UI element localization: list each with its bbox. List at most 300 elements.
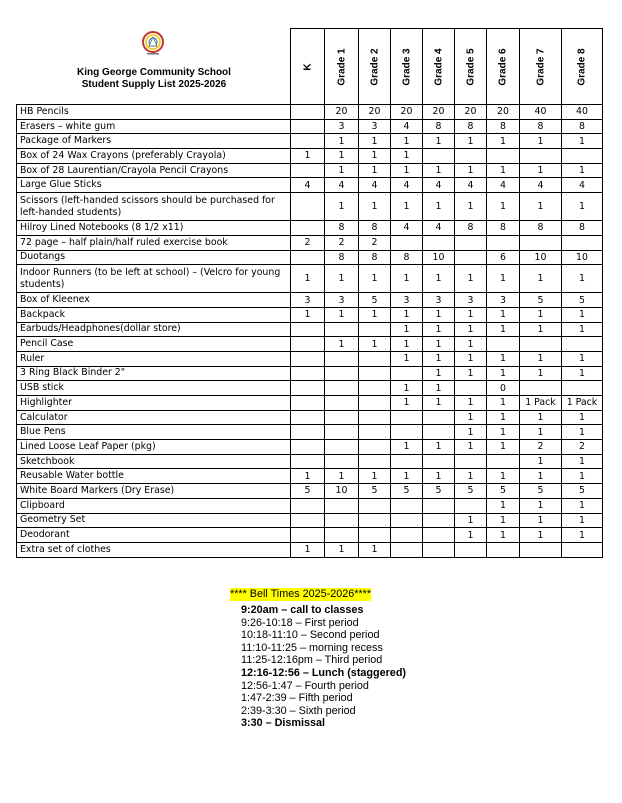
supply-quantity: 1 bbox=[562, 265, 603, 293]
bell-time-entry: 11:10-11:25 – morning recess bbox=[241, 641, 383, 654]
supply-quantity: 1 bbox=[455, 469, 487, 484]
supply-quantity: 1 bbox=[520, 193, 562, 221]
supply-quantity: 1 bbox=[291, 307, 325, 322]
supply-item-name: Erasers – white gum bbox=[17, 119, 291, 134]
supply-quantity: 1 bbox=[423, 366, 455, 381]
supply-item-name: Highlighter bbox=[17, 396, 291, 411]
supply-quantity: 3 bbox=[325, 293, 359, 308]
supply-quantity bbox=[359, 381, 391, 396]
supply-quantity bbox=[291, 193, 325, 221]
table-row bbox=[17, 454, 603, 469]
supply-quantity bbox=[562, 381, 603, 396]
supply-quantity: 1 bbox=[520, 307, 562, 322]
supply-quantity: 1 bbox=[455, 322, 487, 337]
supply-quantity: 2 bbox=[359, 235, 391, 250]
supply-quantity: 20 bbox=[325, 105, 359, 120]
header-corner bbox=[17, 29, 291, 105]
supply-quantity bbox=[291, 322, 325, 337]
supply-quantity: 4 bbox=[423, 178, 455, 193]
supply-quantity bbox=[487, 454, 520, 469]
supply-quantity: 1 bbox=[562, 307, 603, 322]
supply-quantity: 1 bbox=[423, 351, 455, 366]
supply-quantity: 1 bbox=[487, 307, 520, 322]
supply-quantity: 1 bbox=[391, 193, 423, 221]
supply-quantity: 1 bbox=[487, 265, 520, 293]
supply-quantity: 1 bbox=[487, 440, 520, 455]
supply-quantity bbox=[291, 440, 325, 455]
supply-quantity: 5 bbox=[291, 484, 325, 499]
supply-quantity: 20 bbox=[455, 105, 487, 120]
supply-quantity bbox=[520, 337, 562, 352]
supply-quantity: 1 bbox=[423, 337, 455, 352]
supply-item-name: Duotangs bbox=[17, 250, 291, 265]
supply-quantity: 1 bbox=[359, 193, 391, 221]
supply-quantity: 1 bbox=[455, 396, 487, 411]
bell-time-entry: 11:25-12:16pm – Third period bbox=[241, 654, 383, 667]
school-name: King George Community School bbox=[77, 67, 231, 78]
grade-label: Grade 6 bbox=[497, 48, 509, 86]
supply-item-name: Blue Pens bbox=[17, 425, 291, 440]
supply-quantity: 4 bbox=[291, 178, 325, 193]
supply-quantity: 1 bbox=[487, 513, 520, 528]
grade-header bbox=[325, 29, 359, 105]
table-row bbox=[17, 307, 603, 322]
supply-quantity: 1 bbox=[359, 307, 391, 322]
supply-quantity: 8 bbox=[325, 250, 359, 265]
supply-quantity: 1 bbox=[520, 134, 562, 149]
supply-item-name: 72 page – half plain/half ruled exercise book bbox=[17, 235, 291, 250]
table-row bbox=[17, 293, 603, 308]
supply-quantity: 1 bbox=[455, 528, 487, 543]
supply-quantity: 1 bbox=[391, 396, 423, 411]
supply-quantity: 10 bbox=[423, 250, 455, 265]
grade-label: Grade 8 bbox=[576, 48, 588, 86]
supply-quantity: 5 bbox=[487, 484, 520, 499]
table-row bbox=[17, 105, 603, 120]
supply-quantity bbox=[325, 396, 359, 411]
supply-quantity: 1 bbox=[359, 469, 391, 484]
supply-quantity: 8 bbox=[455, 119, 487, 134]
supply-quantity bbox=[359, 410, 391, 425]
supply-quantity bbox=[562, 337, 603, 352]
supply-quantity bbox=[325, 410, 359, 425]
supply-item-name: Box of 24 Wax Crayons (preferably Crayola) bbox=[17, 149, 291, 164]
supply-item-name: Large Glue Sticks bbox=[17, 178, 291, 193]
supply-quantity bbox=[291, 410, 325, 425]
supply-quantity: 1 bbox=[487, 410, 520, 425]
supply-quantity: 8 bbox=[562, 221, 603, 236]
supply-quantity: 1 bbox=[423, 469, 455, 484]
supply-quantity bbox=[423, 149, 455, 164]
supply-item-name: Lined Loose Leaf Paper (pkg) bbox=[17, 440, 291, 455]
supply-quantity bbox=[391, 498, 423, 513]
supply-quantity bbox=[359, 425, 391, 440]
supply-quantity: 40 bbox=[520, 105, 562, 120]
supply-quantity: 1 bbox=[455, 425, 487, 440]
supply-quantity: 4 bbox=[391, 178, 423, 193]
supply-quantity: 1 bbox=[455, 366, 487, 381]
table-row bbox=[17, 134, 603, 149]
table-row bbox=[17, 498, 603, 513]
supply-quantity: 2 bbox=[520, 440, 562, 455]
supply-quantity: 1 bbox=[423, 322, 455, 337]
supply-quantity bbox=[325, 322, 359, 337]
supply-quantity: 8 bbox=[487, 221, 520, 236]
supply-quantity: 40 bbox=[562, 105, 603, 120]
supply-quantity bbox=[562, 149, 603, 164]
table-row bbox=[17, 163, 603, 178]
table-row bbox=[17, 119, 603, 134]
supply-quantity bbox=[391, 425, 423, 440]
supply-body bbox=[17, 105, 603, 558]
supply-quantity bbox=[455, 149, 487, 164]
supply-quantity: 1 bbox=[520, 163, 562, 178]
supply-quantity: 1 bbox=[562, 134, 603, 149]
supply-quantity bbox=[423, 235, 455, 250]
supply-quantity: 8 bbox=[325, 221, 359, 236]
supply-quantity: 8 bbox=[423, 119, 455, 134]
supply-quantity bbox=[391, 528, 423, 543]
supply-quantity: 1 bbox=[455, 307, 487, 322]
supply-quantity: 3 bbox=[325, 119, 359, 134]
supply-item-name: USB stick bbox=[17, 381, 291, 396]
supply-item-name: Sketchbook bbox=[17, 454, 291, 469]
supply-quantity: 1 bbox=[487, 396, 520, 411]
supply-quantity: 1 bbox=[391, 134, 423, 149]
supply-quantity: 1 bbox=[325, 307, 359, 322]
supply-quantity: 1 bbox=[325, 469, 359, 484]
grade-header bbox=[359, 29, 391, 105]
supply-quantity: 3 bbox=[487, 293, 520, 308]
supply-item-name: Scissors (left-handed scissors should be purchased for left-handed students) bbox=[17, 193, 291, 221]
bell-times-list bbox=[241, 604, 406, 730]
supply-quantity: 20 bbox=[391, 105, 423, 120]
supply-quantity bbox=[359, 528, 391, 543]
supply-quantity: 5 bbox=[359, 484, 391, 499]
supply-quantity: 4 bbox=[520, 178, 562, 193]
supply-item-name: Pencil Case bbox=[17, 337, 291, 352]
supply-quantity: 5 bbox=[562, 484, 603, 499]
supply-quantity: 1 bbox=[325, 337, 359, 352]
supply-quantity: 1 bbox=[520, 366, 562, 381]
supply-quantity: 1 bbox=[520, 469, 562, 484]
supply-item-name: HB Pencils bbox=[17, 105, 291, 120]
supply-quantity: 1 bbox=[487, 498, 520, 513]
supply-quantity bbox=[325, 351, 359, 366]
table-row bbox=[17, 381, 603, 396]
table-row bbox=[17, 337, 603, 352]
supply-quantity bbox=[291, 381, 325, 396]
supply-quantity: 8 bbox=[455, 221, 487, 236]
grade-header-row bbox=[17, 29, 603, 105]
supply-quantity: 1 bbox=[391, 149, 423, 164]
supply-quantity: 1 bbox=[520, 528, 562, 543]
supply-item-name: Deodorant bbox=[17, 528, 291, 543]
supply-quantity bbox=[359, 454, 391, 469]
supply-quantity: 5 bbox=[520, 484, 562, 499]
supply-quantity bbox=[291, 163, 325, 178]
supply-quantity bbox=[359, 366, 391, 381]
supply-item-name: Ruler bbox=[17, 351, 291, 366]
supply-item-name: Box of 28 Laurentian/Crayola Pencil Crayons bbox=[17, 163, 291, 178]
supply-quantity: 1 bbox=[325, 542, 359, 557]
grade-header bbox=[487, 29, 520, 105]
supply-quantity: 1 bbox=[391, 322, 423, 337]
bell-time-entry: 10:18-11:10 – Second period bbox=[241, 629, 380, 642]
supply-quantity bbox=[520, 235, 562, 250]
bell-times-title: **** Bell Times 2025-2026**** bbox=[230, 588, 372, 600]
bell-time-entry: 9:20am – call to classes bbox=[241, 604, 364, 616]
supply-quantity: 4 bbox=[359, 178, 391, 193]
supply-quantity bbox=[325, 498, 359, 513]
supply-quantity bbox=[291, 396, 325, 411]
supply-quantity: 1 bbox=[562, 163, 603, 178]
supply-quantity: 0 bbox=[487, 381, 520, 396]
supply-quantity: 4 bbox=[325, 178, 359, 193]
supply-quantity: 1 bbox=[325, 163, 359, 178]
grade-header bbox=[391, 29, 423, 105]
supply-quantity: 1 bbox=[562, 454, 603, 469]
supply-quantity: 1 bbox=[562, 425, 603, 440]
supply-quantity: 1 bbox=[487, 134, 520, 149]
table-row bbox=[17, 469, 603, 484]
supply-quantity: 10 bbox=[562, 250, 603, 265]
supply-quantity bbox=[487, 235, 520, 250]
supply-quantity bbox=[391, 235, 423, 250]
supply-quantity bbox=[291, 528, 325, 543]
table-row bbox=[17, 396, 603, 411]
supply-quantity: 1 Pack bbox=[562, 396, 603, 411]
supply-quantity: 20 bbox=[423, 105, 455, 120]
supply-quantity bbox=[391, 542, 423, 557]
supply-quantity: 1 bbox=[487, 528, 520, 543]
grade-label: K bbox=[302, 63, 313, 71]
supply-quantity: 1 bbox=[487, 469, 520, 484]
supply-quantity: 1 bbox=[455, 134, 487, 149]
supply-quantity: 4 bbox=[423, 221, 455, 236]
supply-quantity: 8 bbox=[520, 221, 562, 236]
supply-quantity: 4 bbox=[455, 178, 487, 193]
supply-quantity: 1 bbox=[391, 440, 423, 455]
supply-quantity: 1 bbox=[391, 265, 423, 293]
supply-quantity: 4 bbox=[391, 221, 423, 236]
supply-quantity: 1 bbox=[455, 265, 487, 293]
supply-quantity: 1 bbox=[562, 193, 603, 221]
supply-quantity: 1 bbox=[423, 265, 455, 293]
supply-quantity: 1 bbox=[291, 265, 325, 293]
supply-quantity: 1 bbox=[359, 337, 391, 352]
supply-quantity: 1 bbox=[391, 381, 423, 396]
supply-quantity bbox=[291, 425, 325, 440]
supply-quantity bbox=[423, 410, 455, 425]
supply-quantity: 3 bbox=[423, 293, 455, 308]
grade-label: Grade 2 bbox=[369, 48, 380, 86]
supply-quantity bbox=[391, 454, 423, 469]
supply-quantity: 1 Pack bbox=[520, 396, 562, 411]
supply-quantity: 1 bbox=[359, 542, 391, 557]
supply-quantity: 1 bbox=[325, 193, 359, 221]
supply-item-name: Indoor Runners (to be left at school) – (Velcro for young students) bbox=[17, 265, 291, 293]
supply-quantity: 1 bbox=[562, 498, 603, 513]
supply-quantity bbox=[291, 134, 325, 149]
supply-quantity bbox=[359, 513, 391, 528]
supply-quantity bbox=[562, 235, 603, 250]
supply-quantity: 1 bbox=[359, 265, 391, 293]
supply-quantity bbox=[325, 381, 359, 396]
supply-quantity: 8 bbox=[359, 221, 391, 236]
supply-quantity: 1 bbox=[487, 425, 520, 440]
supply-quantity: 1 bbox=[325, 134, 359, 149]
supply-quantity: 5 bbox=[423, 484, 455, 499]
supply-item-name: Reusable Water bottle bbox=[17, 469, 291, 484]
supply-quantity bbox=[325, 454, 359, 469]
supply-quantity: 1 bbox=[520, 513, 562, 528]
supply-quantity: 1 bbox=[423, 307, 455, 322]
supply-quantity: 1 bbox=[520, 425, 562, 440]
supply-quantity: 3 bbox=[391, 293, 423, 308]
supply-quantity: 1 bbox=[562, 528, 603, 543]
supply-quantity: 1 bbox=[359, 134, 391, 149]
table-row bbox=[17, 425, 603, 440]
supply-item-name: Box of Kleenex bbox=[17, 293, 291, 308]
supply-item-name: Hilroy Lined Notebooks (8 1/2 x11) bbox=[17, 221, 291, 236]
supply-quantity: 20 bbox=[487, 105, 520, 120]
supply-item-name: 3 Ring Black Binder 2" bbox=[17, 366, 291, 381]
supply-quantity bbox=[455, 381, 487, 396]
supply-quantity: 1 bbox=[520, 265, 562, 293]
supply-quantity bbox=[325, 440, 359, 455]
supply-quantity bbox=[325, 366, 359, 381]
supply-quantity: 1 bbox=[520, 454, 562, 469]
supply-quantity bbox=[291, 498, 325, 513]
supply-item-name: Extra set of clothes bbox=[17, 542, 291, 557]
supply-quantity: 1 bbox=[455, 351, 487, 366]
table-row bbox=[17, 322, 603, 337]
supply-quantity: 1 bbox=[520, 498, 562, 513]
supply-item-name: Backpack bbox=[17, 307, 291, 322]
table-row bbox=[17, 542, 603, 557]
supply-quantity: 1 bbox=[455, 193, 487, 221]
supply-quantity bbox=[520, 542, 562, 557]
supply-quantity bbox=[291, 250, 325, 265]
supply-quantity bbox=[487, 149, 520, 164]
supply-quantity: 1 bbox=[487, 322, 520, 337]
supply-quantity bbox=[455, 235, 487, 250]
supply-quantity bbox=[487, 542, 520, 557]
table-row bbox=[17, 366, 603, 381]
supply-quantity: 1 bbox=[391, 307, 423, 322]
supply-quantity: 3 bbox=[291, 293, 325, 308]
supply-quantity bbox=[520, 381, 562, 396]
bell-times bbox=[230, 588, 406, 730]
supply-quantity bbox=[423, 454, 455, 469]
supply-quantity: 1 bbox=[423, 163, 455, 178]
supply-item-name: Earbuds/Headphones(dollar store) bbox=[17, 322, 291, 337]
bell-time-entry: 12:16-12:56 – Lunch (staggered) bbox=[241, 666, 407, 679]
supply-quantity: 1 bbox=[520, 410, 562, 425]
bell-time-entry: 9:26-10:18 – First period bbox=[241, 616, 359, 629]
supply-quantity bbox=[325, 425, 359, 440]
supply-item-name: Calculator bbox=[17, 410, 291, 425]
supply-quantity: 1 bbox=[562, 410, 603, 425]
supply-quantity: 1 bbox=[391, 351, 423, 366]
table-row bbox=[17, 484, 603, 499]
supply-quantity: 5 bbox=[455, 484, 487, 499]
grade-label: Grade 4 bbox=[433, 48, 444, 86]
table-row bbox=[17, 250, 603, 265]
supply-quantity bbox=[391, 366, 423, 381]
supply-quantity: 1 bbox=[423, 440, 455, 455]
supply-quantity bbox=[325, 528, 359, 543]
supply-quantity bbox=[423, 528, 455, 543]
bell-time-entry: 2:39-3:30 – Sixth period bbox=[241, 704, 356, 717]
supply-quantity bbox=[520, 149, 562, 164]
supply-quantity: 1 bbox=[520, 351, 562, 366]
table-row bbox=[17, 265, 603, 293]
supply-item-name: Package of Markers bbox=[17, 134, 291, 149]
supply-quantity: 8 bbox=[562, 119, 603, 134]
supply-quantity bbox=[359, 396, 391, 411]
supply-quantity: 1 bbox=[291, 469, 325, 484]
supply-quantity: 1 bbox=[325, 265, 359, 293]
supply-quantity bbox=[487, 337, 520, 352]
supply-quantity bbox=[423, 498, 455, 513]
grade-label: Grade 1 bbox=[336, 48, 347, 86]
supply-quantity bbox=[455, 498, 487, 513]
supply-quantity: 1 bbox=[455, 337, 487, 352]
supply-quantity: 1 bbox=[520, 322, 562, 337]
supply-quantity bbox=[359, 351, 391, 366]
grade-header bbox=[455, 29, 487, 105]
supply-quantity bbox=[359, 440, 391, 455]
supply-quantity: 1 bbox=[562, 469, 603, 484]
supply-quantity: 1 bbox=[359, 149, 391, 164]
table-row bbox=[17, 178, 603, 193]
supply-item-name: Geometry Set bbox=[17, 513, 291, 528]
supply-item-name: White Board Markers (Dry Erase) bbox=[17, 484, 291, 499]
supply-quantity bbox=[291, 454, 325, 469]
supply-quantity: 1 bbox=[487, 163, 520, 178]
supply-quantity: 5 bbox=[391, 484, 423, 499]
supply-table bbox=[16, 28, 603, 558]
supply-quantity: 1 bbox=[455, 163, 487, 178]
supply-quantity: 10 bbox=[325, 484, 359, 499]
supply-quantity: 1 bbox=[325, 149, 359, 164]
supply-quantity: 4 bbox=[391, 119, 423, 134]
supply-quantity bbox=[391, 410, 423, 425]
supply-quantity: 1 bbox=[391, 163, 423, 178]
grade-label: Grade 5 bbox=[465, 48, 476, 86]
supply-quantity: 1 bbox=[487, 193, 520, 221]
supply-quantity: 20 bbox=[359, 105, 391, 120]
supply-quantity bbox=[455, 454, 487, 469]
supply-quantity bbox=[359, 322, 391, 337]
supply-quantity bbox=[423, 425, 455, 440]
supply-quantity: 4 bbox=[487, 178, 520, 193]
supply-item-name: Clipboard bbox=[17, 498, 291, 513]
supply-quantity: 1 bbox=[423, 396, 455, 411]
grade-header bbox=[291, 29, 325, 105]
supply-quantity: 1 bbox=[455, 440, 487, 455]
supply-quantity: 1 bbox=[487, 351, 520, 366]
table-row bbox=[17, 440, 603, 455]
supply-quantity bbox=[291, 351, 325, 366]
supply-quantity: 1 bbox=[359, 163, 391, 178]
supply-quantity bbox=[455, 542, 487, 557]
supply-quantity bbox=[391, 513, 423, 528]
supply-quantity: 1 bbox=[562, 351, 603, 366]
table-row bbox=[17, 235, 603, 250]
